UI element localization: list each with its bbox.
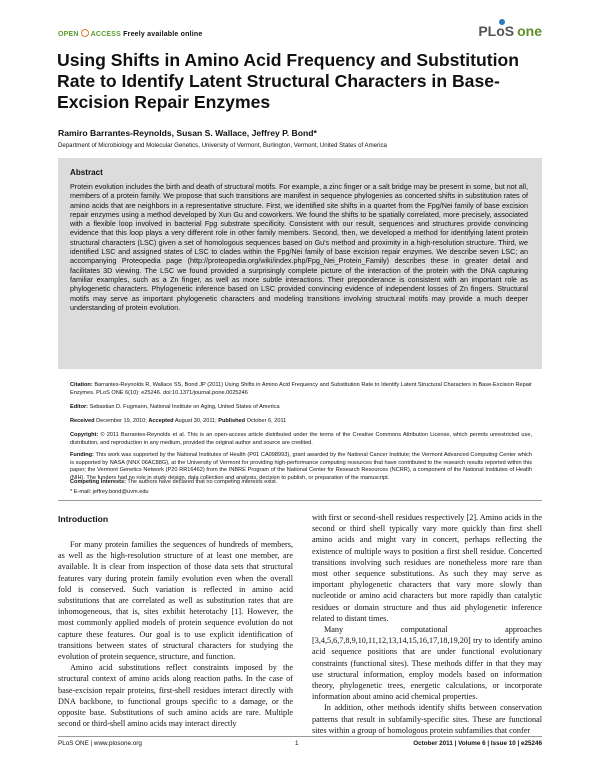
corresponding-email[interactable]: * E-mail: jeffrey.bond@uvm.edu	[70, 489, 149, 495]
intro-heading: Introduction	[58, 514, 109, 524]
dates	[70, 418, 532, 426]
affiliation: Department of Microbiology and Molecular Genetics, University of Vermont, Burlington, Vermont, United States of America	[58, 142, 387, 149]
free-label: Freely available online	[123, 31, 203, 38]
copyright-label: Copyright:	[70, 432, 99, 438]
open-access-label	[58, 29, 202, 38]
funding-label: Funding:	[70, 452, 94, 458]
left-column	[58, 539, 293, 729]
citation	[70, 382, 532, 397]
competing-interests	[70, 479, 532, 487]
funding	[70, 452, 532, 482]
logo-one: one	[517, 23, 542, 39]
abstract-heading: Abstract	[70, 168, 103, 177]
editor-label: Editor:	[70, 404, 89, 410]
right-column	[312, 512, 542, 736]
open-access-lock-icon	[81, 29, 89, 37]
copyright	[70, 432, 532, 447]
intro-paragraph: Many computational approaches [3,4,5,6,7,8,9,10,11,12,13,14,15,16,17,18,19,20] try to identify amino acid sequence positions that are under functional evolutionary constraints (functional sites). These methods differ in that they may use structural information, employ models based on information theory, phylogenetic trees, energetic calculations, or incorporate information about amino acid chemical properties.	[312, 625, 542, 702]
intro-paragraph: For many protein families the sequences of hundreds of members, as well as the high-resolution structure of at least one member, are available. It is clear from inspection of those data sets that structural features vary during protein family evolution even when the overall fold is conserved. Such variation is reflected in amino acid substitutions that are correlated as well as substitution rates that are inhomogeneous, that is, sites exhibit heterotachy [1]. However, the most commonly applied models of protein sequence evolution do not capture these features. Our goal is to use explicit identification of transitions between states of structural characters for studying the evolution of protein sequence, structure, and function.	[58, 540, 293, 662]
journal-logo	[478, 23, 542, 39]
competing-text: The authors have declared that no competing interests exist.	[127, 479, 278, 485]
received-label: Received	[70, 418, 95, 424]
footer-journal[interactable]: PLoS ONE | www.plosone.org	[58, 740, 142, 747]
article-title: Using Shifts in Amino Acid Frequency and Substitution Rate to Identify Latent Structural Characters in Base-Excision Repair Enzymes	[57, 50, 520, 112]
copyright-text: © 2011 Barrantes-Reynolds et al. This is an open-access article distributed under the terms of the Creative Commons Attribution License, which permits unrestricted use, distribution, and reproduction in any medium, provided the original author and source are credited.	[70, 432, 532, 446]
accepted-date: August 30, 2011;	[174, 418, 217, 424]
published-date: October 6, 2011	[246, 418, 287, 424]
editor	[70, 404, 532, 412]
competing-label: Competing Interests:	[70, 479, 126, 485]
logo-plos: PLoS	[478, 23, 515, 39]
open-label: OPEN	[58, 31, 79, 38]
abstract-text: Protein evolution includes the birth and death of structural motifs. For example, a zinc finger or a salt bridge may be present in some, but not all, members of a protein family. We propose that such transitions are manifest in sequence phylogenies as concerted shifts in substitution rates of amino acids that are neighbors in a representative structure. First, we identified site shifts in a quartet from the Fpg/Nei family of base excision repair enzymes using a method developed by Xun Gu and coworkers. We found the shifts to be spatially correlated, more precisely, associated with a flexible loop involved in bacterial Fpg substrate specificity. Consistent with our result, sequences and structures provide convincing evidence that this loop plays a very different role in other family members. Second, then, we developed a method for identifying latent protein structural characters (LSC) given a set of homologous sequences based on Gu's method and proximity in a high-resolution structure. Third, we identified LSC and assigned states of LSC to clades within the Fpg/Nei family of base excision repair enzymes. We describe seven LSC; an accompanying Proteopedia page (http://proteopedia.org/wiki/index.php/Fpg_Nei_Protein_Family) describes these in greater detail and facilitates 3D viewing. The LSC we found provided a surprisingly complete picture of the interaction of the protein with the DNA capturing familiar examples, such as a Zn finger, as well as more subtle interactions. Their preponderance is consistent with an important role as phylogenetic characters. Phylogenetic inference based on LSC provided convincing evidence of independent losses of Zn fingers. Structural motifs may serve as important phylogenetic characters and modeling transitions involving structural motifs may provide a much deeper understanding of protein evolution.	[70, 182, 528, 312]
editor-text: Sebastian D. Fugmann, National Institute on Aging, United States of America	[89, 404, 280, 410]
footer-issue: October 2011 | Volume 6 | Issue 10 | e25246	[413, 740, 542, 747]
intro-paragraph: In addition, other methods identify shifts between conservation patterns that result in subfamily-specific sites. These are functional sites within a group of homologous protein subfamilies that confer	[312, 703, 542, 735]
section-divider	[58, 500, 542, 501]
citation-text: Barrantes-Reynolds R, Wallace SS, Bond JP (2011) Using Shifts in Amino Acid Frequency and Substitution Rate to Identify Latent Structural Characters in Base-Excision Repair Enzymes. PLoS ONE 6(10): e25246. doi:10.1371/journal.pone.0025246	[70, 382, 532, 396]
page-number: 1	[295, 740, 299, 747]
funding-text: This work was supported by the National Institutes of Health (P01 CA098993), grant awarded by the National Cancer Institute; the Vermont Advanced Computing Center which is supported by NASA (NNX 06AC88G), at the University of Vermont for providing high-performance computing resources that have contributed to the research results reported within this paper; the Vermont Genetics Network (P20 RR16462) from the INBRE Program of the National Center for Research Resources (NCRR), a component of the National Institutes of Health (NIH). The funders had no role in study design, data collection and analysis, decision to publish, or preparation of the manuscript.	[70, 452, 533, 481]
citation-label: Citation:	[70, 382, 93, 388]
footer-rule	[58, 736, 542, 737]
published-label: Published	[218, 418, 246, 424]
accepted-label: Accepted	[148, 418, 174, 424]
intro-paragraph: with first or second-shell residues respectively [2]. Amino acids in the second or third shell typically vary more quickly than first shell amino acids and might vary in concert, perhaps reflecting the existence of multiple ways to position a first shell residue. Concerted transitions involving such residues are nonetheless more rare than most other sequence substitutions. As such they may serve as important phylogenetic characters that vary more slowly than nucleotide or amino acid characters but more rapidly than catalytic residues or domain structure and thus aid phylogenetic inference related to distant times.	[312, 513, 542, 623]
intro-paragraph: Amino acid substitutions reflect constraints imposed by the structural context of amino acids along reaction paths. In the case of base-excision repair proteins, first-shell residues interact directly with DNA backbone, to functional groups specific to a damage, or the opposite base. Substitutions of such amino acids are rare. Multiple second or third-shell amino acids may interact directly	[58, 663, 293, 729]
author-list: Ramiro Barrantes-Reynolds, Susan S. Wallace, Jeffrey P. Bond*	[58, 128, 317, 138]
access-label: ACCESS	[90, 31, 122, 38]
received-date: December 19, 2010;	[96, 418, 147, 424]
